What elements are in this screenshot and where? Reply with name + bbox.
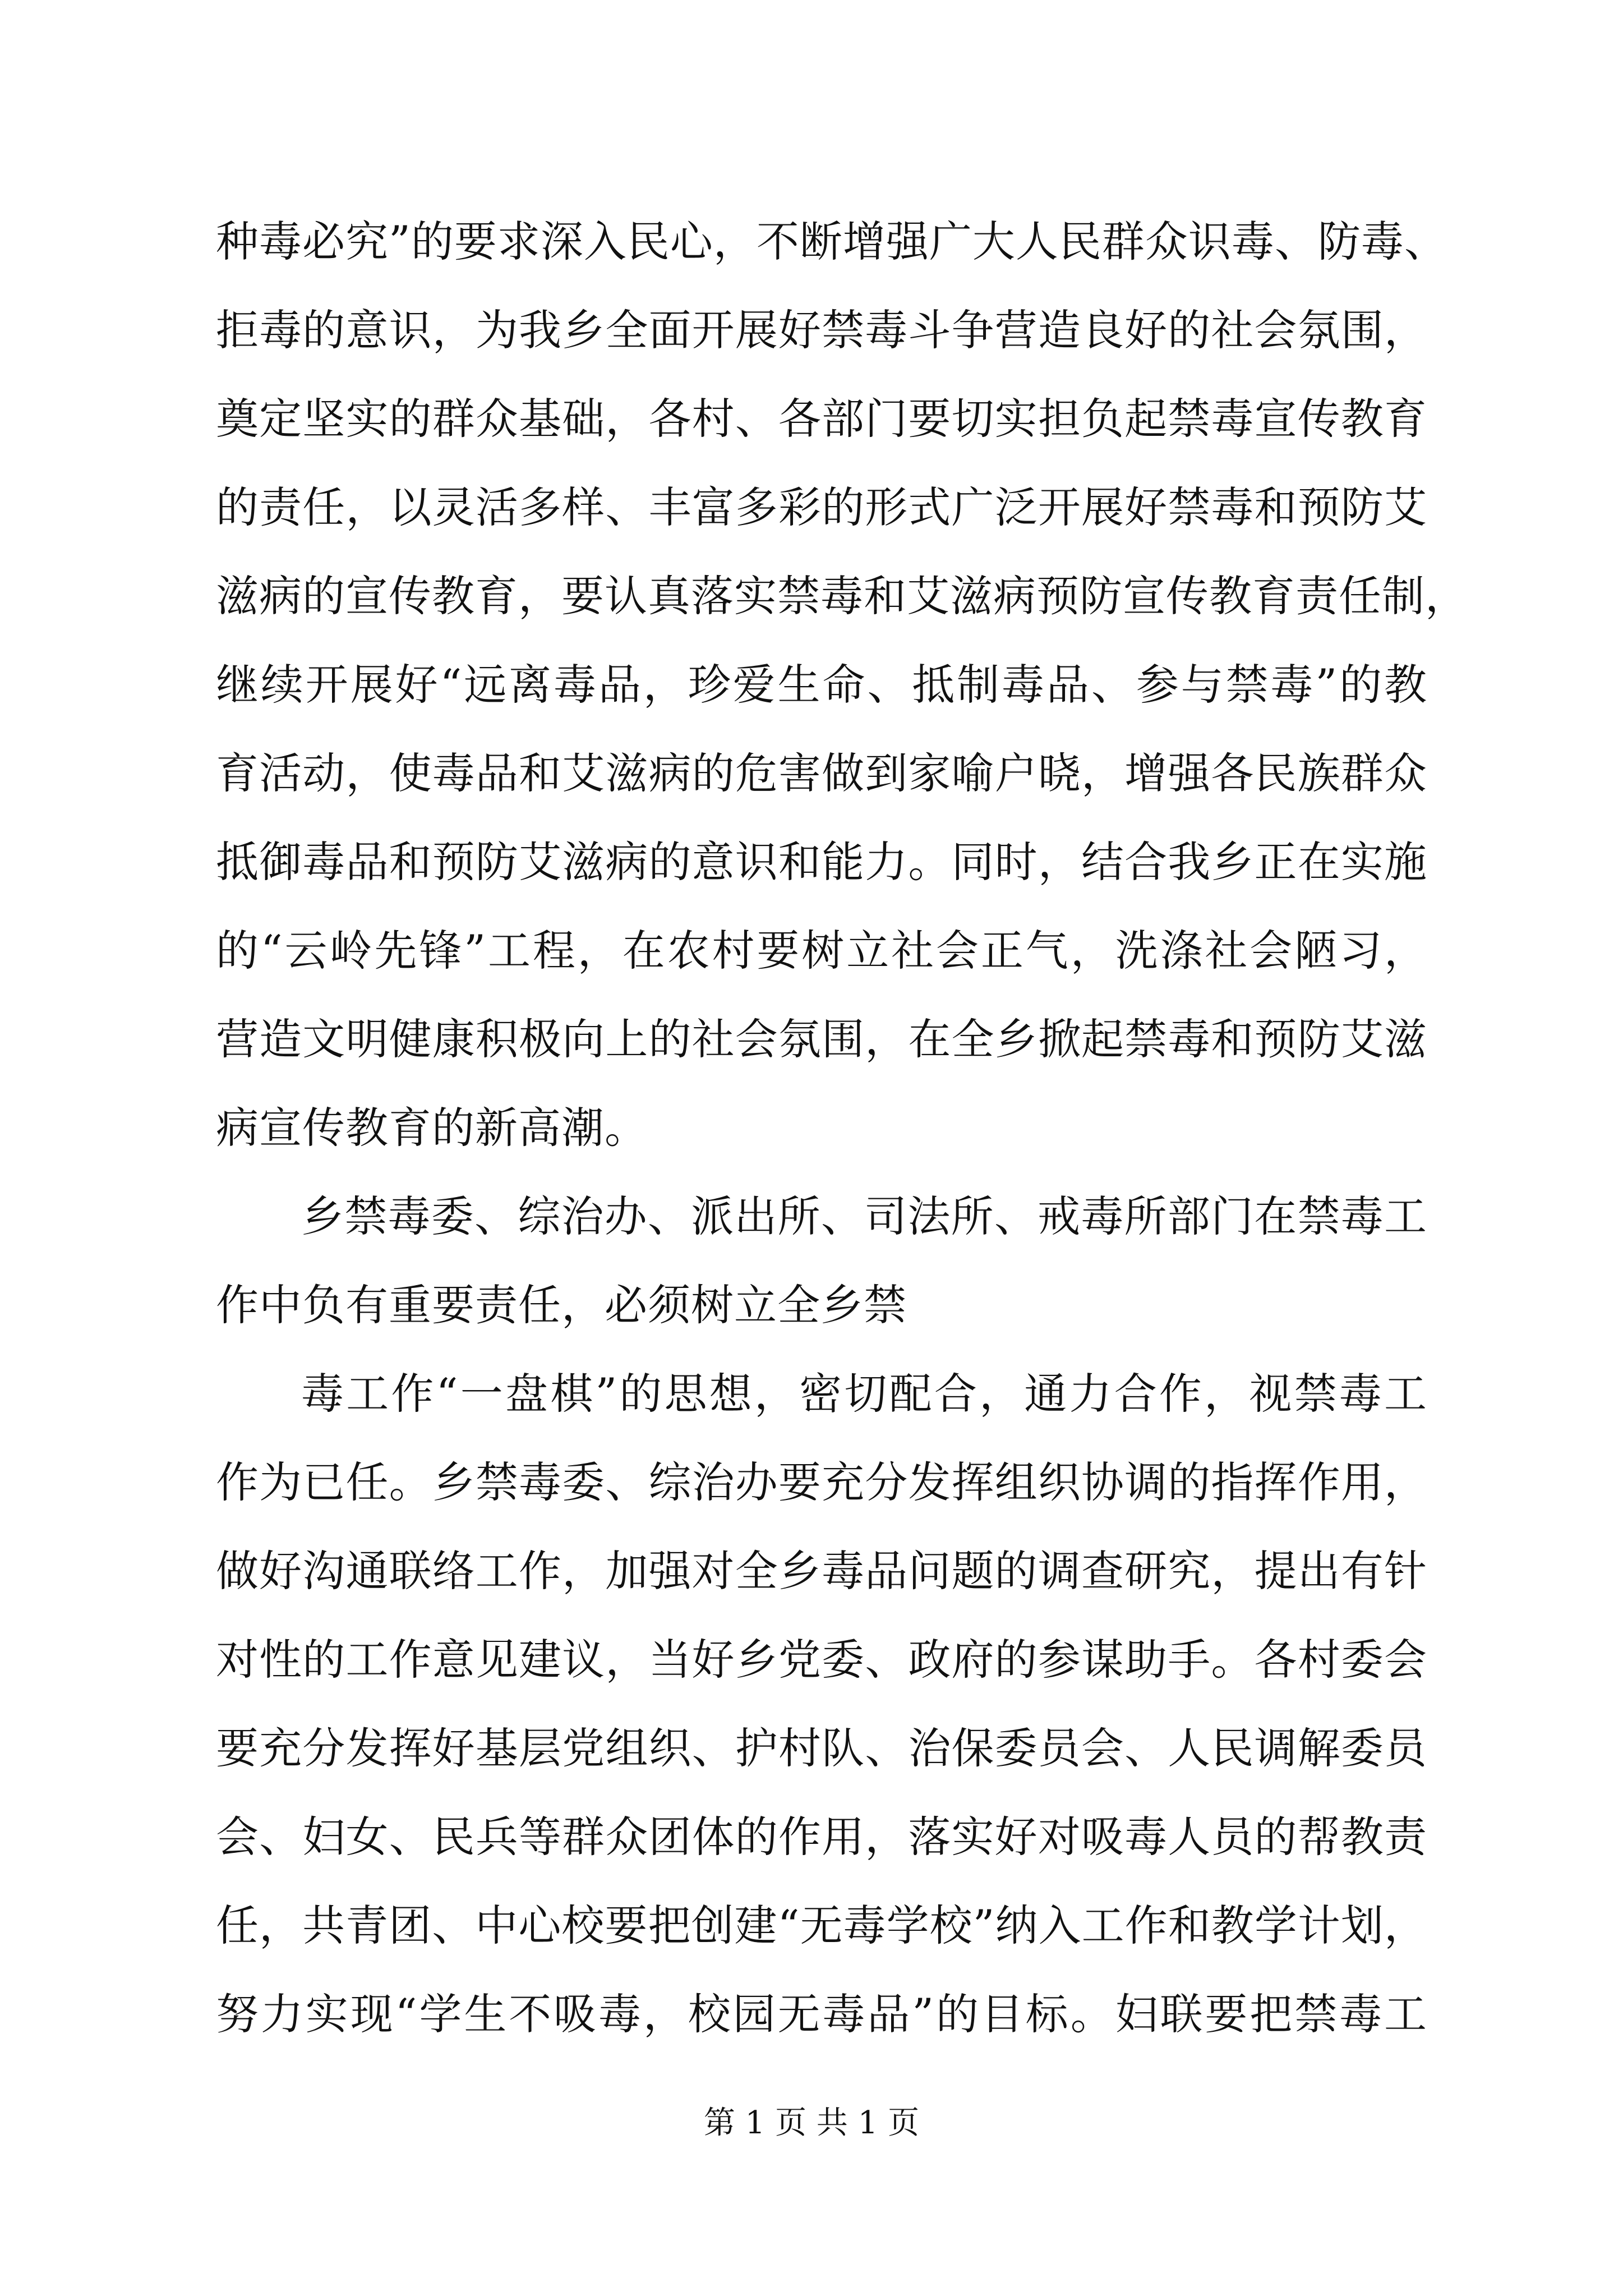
text-line: 营造文明健康积极向上的社会氛围，在全乡掀起禁毒和预防艾滋 — [216, 1014, 1427, 1064]
text-line: 会、妇女、民兵等群众团体的作用，落实好对吸毒人员的帮教责 — [216, 1812, 1427, 1862]
text-line: 继续开展好“远离毒品，珍爱生命、抵制毒品、参与禁毒”的教 — [216, 660, 1427, 710]
document-body — [216, 197, 1468, 2059]
text-line: 作中负有重要责任，必须树立全乡禁 — [216, 1280, 907, 1330]
text-line: 对性的工作意见建议，当好乡党委、政府的参谋助手。各村委会 — [216, 1635, 1427, 1685]
text-line: 抵御毒品和预防艾滋病的意识和能力。同时，结合我乡正在实施 — [216, 837, 1427, 887]
text-line: 作为已任。乡禁毒委、综治办要充分发挥组织协调的指挥作用， — [216, 1457, 1427, 1507]
text-line: 种毒必究”的要求深入民心，不断增强广大人民群众识毒、防毒、 — [216, 217, 1447, 266]
text-line: 病宣传教育的新高潮。 — [216, 1103, 648, 1153]
text-line: 努力实现“学生不吸毒，校园无毒品”的目标。妇联要把禁毒工 — [216, 1989, 1427, 2039]
text-line: 奠定坚实的群众基础，各村、各部门要切实担负起禁毒宣传教育 — [216, 394, 1427, 444]
text-line: 拒毒的意识，为我乡全面开展好禁毒斗争营造良好的社会氛围， — [216, 305, 1427, 355]
text-line: 的“云岭先锋”工程，在农村要树立社会正气，洗涤社会陋习， — [216, 926, 1427, 976]
paragraph-first-line: 毒工作“一盘棋”的思想，密切配合，通力合作，视禁毒工 — [301, 1369, 1427, 1419]
text-line: 育活动，使毒品和艾滋病的危害做到家喻户晓，增强各民族群众 — [216, 748, 1427, 798]
text-line: 要充分发挥好基层党组织、护村队、治保委员会、人民调解委员 — [216, 1723, 1427, 1773]
text-line: 任，共青团、中心校要把创建“无毒学校”纳入工作和教学计划， — [216, 1901, 1427, 1950]
text-line: 滋病的宣传教育，要认真落实禁毒和艾滋病预防宣传教育责任制， — [216, 571, 1468, 621]
text-line: 的责任，以灵活多样、丰富多彩的形式广泛开展好禁毒和预防艾 — [216, 482, 1427, 532]
paragraph-first-line: 乡禁毒委、综治办、派出所、司法所、戒毒所部门在禁毒工 — [301, 1191, 1427, 1241]
page-number-footer: 第 1 页 共 1 页 — [703, 2105, 920, 2141]
text-line: 做好沟通联络工作，加强对全乡毒品问题的调查研究，提出有针 — [216, 1546, 1427, 1596]
